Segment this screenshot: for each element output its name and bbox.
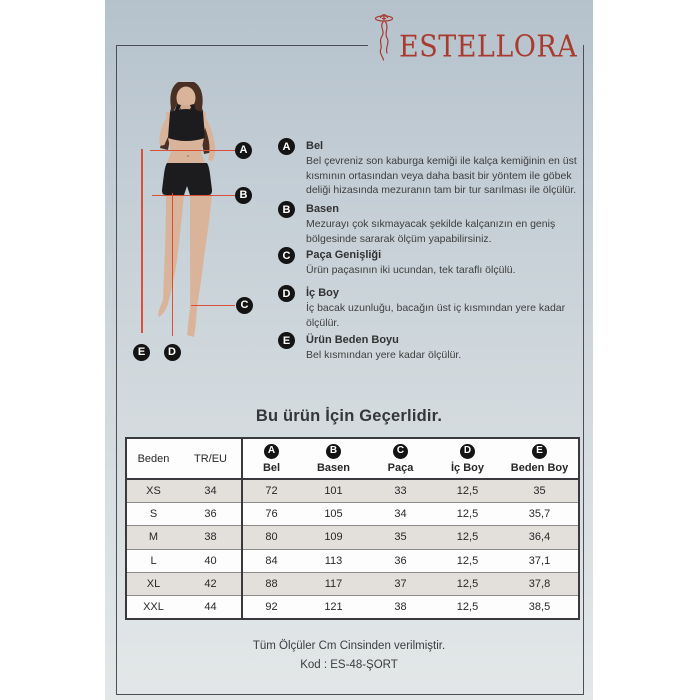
brand-name: ESTELLORA bbox=[399, 29, 578, 65]
legend-description: Mezurayı çok sıkmayacak şekilde kalçanızın en geniş bölgesinde sararak ölçüm yapabilirsiniz. bbox=[306, 218, 556, 245]
table-row: S 36 76 105 34 12,5 35,7 bbox=[126, 502, 579, 525]
legend-marker-a: A bbox=[278, 138, 295, 155]
col-header-tr-eu: TR/EU bbox=[180, 438, 242, 479]
mannequin-icon bbox=[371, 11, 397, 61]
header-badge-a: A bbox=[264, 444, 279, 459]
legend-title: Bel bbox=[306, 140, 324, 152]
legend-marker-e: E bbox=[278, 332, 295, 349]
header-badge-d: D bbox=[460, 444, 475, 459]
col-header-basen: B Basen bbox=[300, 438, 367, 479]
legend-item-basen bbox=[278, 202, 592, 246]
legend-title: Paça Genişliği bbox=[306, 249, 382, 261]
table-header-row bbox=[126, 438, 579, 479]
col-header-ic-boy: D İç Boy bbox=[434, 438, 501, 479]
col-header-paca: C Paça bbox=[367, 438, 434, 479]
legend-marker-d: D bbox=[278, 285, 295, 302]
table-row: M 38 80 109 35 12,5 36,4 bbox=[126, 526, 579, 549]
legend-marker-c: C bbox=[278, 247, 295, 264]
size-table bbox=[125, 437, 580, 620]
waist-measure-line bbox=[150, 150, 235, 152]
figure-marker-c: C bbox=[236, 297, 253, 314]
frame-top-line bbox=[116, 45, 368, 46]
table-row: XS 34 72 101 33 12,5 35 bbox=[126, 479, 579, 502]
legend-title: İç Boy bbox=[306, 287, 340, 299]
legend-item-bel bbox=[278, 139, 592, 198]
legend-title: Basen bbox=[306, 203, 340, 215]
figure-marker-e: E bbox=[133, 344, 150, 361]
legend-description: Bel çevreniz son kaburga kemiği ile kalça kemiğinin en üst kısmının ortasından veya daha basit bir yöntem ile göbek deliği hizasında mezuranın tam bir tur sarılması ile ölçülür. bbox=[306, 155, 577, 196]
shorts bbox=[162, 163, 212, 195]
legend-description: Bel kısmından yere kadar ölçülür. bbox=[306, 349, 462, 361]
table-row: XXL 44 92 121 38 12,5 38,5 bbox=[126, 596, 579, 619]
crop-top bbox=[168, 109, 205, 141]
legend-marker-b: B bbox=[278, 201, 295, 218]
side-length-measure-line bbox=[141, 149, 143, 333]
product-code: Kod : ES-48-ŞORT bbox=[300, 659, 398, 671]
legend-item-paca bbox=[278, 248, 592, 278]
header-badge-b: B bbox=[326, 444, 341, 459]
leg-right bbox=[190, 195, 212, 308]
legend-description: Ürün paçasının iki ucundan, tek taraflı ölçülü. bbox=[306, 264, 516, 276]
inseam-measure-line bbox=[172, 193, 174, 336]
figure-marker-a: A bbox=[235, 142, 252, 159]
col-header-bel: A Bel bbox=[242, 438, 300, 479]
units-note: Tüm Ölçüler Cm Cinsinden verilmiştir. bbox=[252, 640, 446, 652]
hip-measure-line bbox=[152, 195, 235, 197]
figure-marker-d: D bbox=[164, 344, 181, 361]
leg-left bbox=[163, 195, 184, 300]
header-badge-e: E bbox=[532, 444, 547, 459]
header-badge-c: C bbox=[393, 444, 408, 459]
legend-item-ic-boy bbox=[278, 286, 592, 330]
table-row: XL 42 88 117 37 12,5 37,8 bbox=[126, 573, 579, 596]
col-header-beden: Beden bbox=[126, 438, 180, 479]
legend-description: İç bacak uzunluğu, bacağın üst iç kısmından yere kadar ölçülür. bbox=[306, 302, 566, 329]
col-header-beden-boy: E Beden Boy bbox=[501, 438, 579, 479]
figure-marker-b: B bbox=[235, 187, 252, 204]
brand-logo bbox=[371, 12, 578, 65]
legend-title: Ürün Beden Boyu bbox=[306, 334, 399, 346]
legend-item-beden-boyu bbox=[278, 333, 592, 363]
ankle-measure-line bbox=[191, 305, 235, 307]
section-heading: Bu ürün İçin Geçerlidir. bbox=[255, 407, 443, 425]
table-row: L 40 84 113 36 12,5 37,1 bbox=[126, 549, 579, 572]
